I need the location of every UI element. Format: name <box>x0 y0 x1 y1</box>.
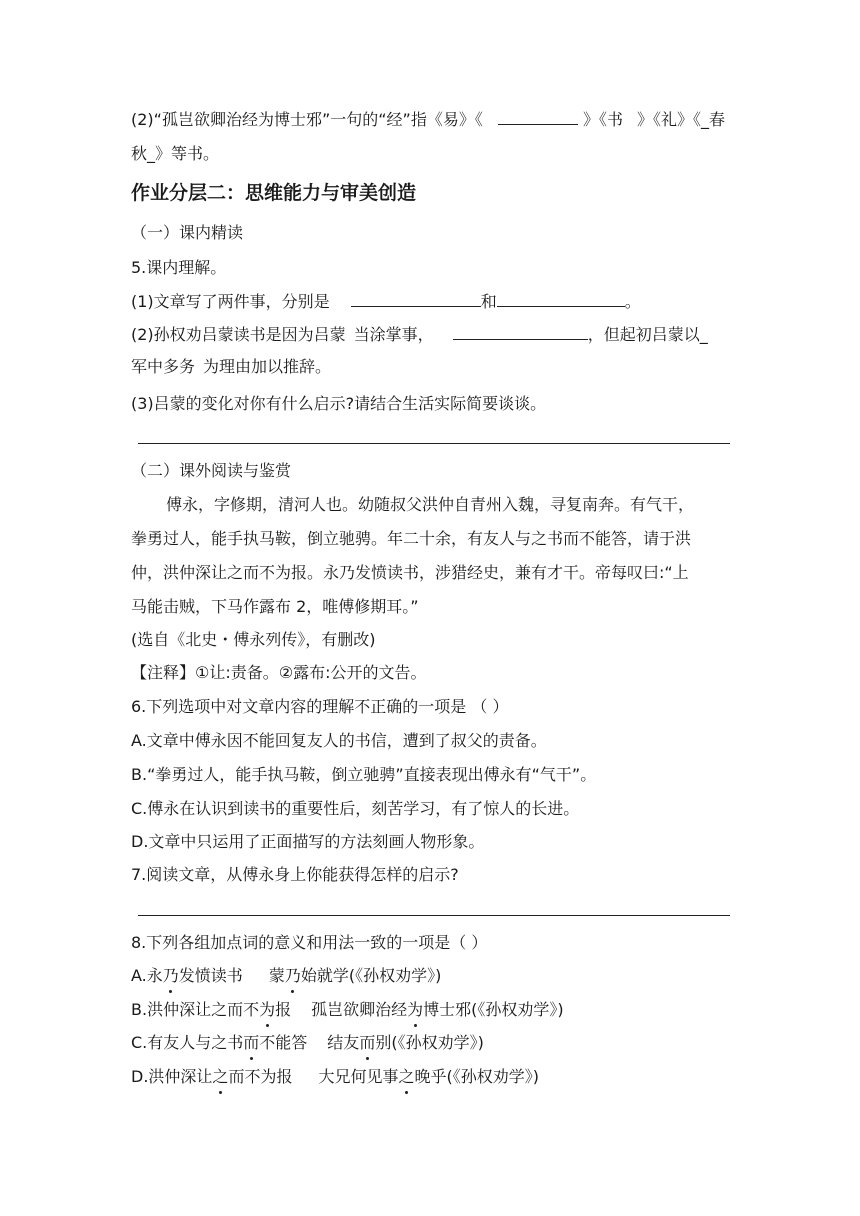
q8-d-text-4: 晚乎(《孙权劝学》) <box>414 1067 539 1086</box>
q8-d-dotted-2: 之 <box>398 1067 415 1086</box>
q5-sub1-blank1[interactable] <box>351 290 481 307</box>
q8-b-text-4: 博士邪(《孙权劝学》) <box>423 1000 564 1019</box>
passage-notes: 【注释】①让:责备。②露布:公开的文告。 <box>131 663 427 682</box>
q8-b-text-3: 孤岂欲卿治经 <box>311 1000 408 1019</box>
q5-label: 5.课内理解。 <box>131 258 227 277</box>
passage-source: (选自《北史・傅永列传》，有删改) <box>131 630 376 649</box>
q8-option-a[interactable] <box>131 965 441 987</box>
q8-b-text-2: 报 <box>275 1000 292 1019</box>
q8-a-dotted-2: 乃 <box>284 966 301 985</box>
part1-heading: （一）课内精读 <box>131 223 244 242</box>
q5-sub2-text-e: 为理由加以推辞。 <box>203 357 332 376</box>
q8-c-dotted-1: 而 <box>243 1033 260 1052</box>
q2-classics-line1 <box>131 108 725 131</box>
q8-option-b[interactable] <box>131 999 564 1021</box>
q8-a-dotted-1: 乃 <box>162 966 179 985</box>
q8-option-d[interactable] <box>131 1066 539 1088</box>
q6-option-b[interactable]: B.“拳勇过人，能手执马鞍，倒立驰骋”直接表现出傅永有“气干”。 <box>131 765 597 784</box>
q5-sub2 <box>131 323 708 346</box>
q8-d-dotted-1: 之 <box>212 1067 229 1086</box>
q8-c-dotted-2: 而 <box>359 1033 376 1052</box>
q8-c-text-4: 别(《孙权劝学》) <box>375 1033 484 1052</box>
q5-sub2-text-b: 当涂掌事， <box>353 325 434 344</box>
q8-a-text-4: 始就学(《孙权劝学》) <box>300 966 442 985</box>
q8-c-text-1: C.有友人与之书 <box>131 1033 244 1052</box>
q5-sub1 <box>131 290 641 313</box>
q5-sub2-text-d: 军中多务 <box>131 357 196 376</box>
q6-option-d[interactable]: D.文章中只运用了正面描写的方法刻画人物形象。 <box>131 832 485 851</box>
q2-classics-line2: 秋_》等书。 <box>131 144 220 163</box>
q2-text-b: 》《书 <box>583 110 624 129</box>
q6-stem: 6.下列选项中对文章内容的理解不正确的一项是 （ ） <box>131 697 509 716</box>
passage-line-3: 仲，洪仲深让之而不为报。永乃发愤读书，涉猎经史，兼有才干。帝每叹曰:“上 <box>131 563 689 582</box>
passage-line-2: 拳勇过人，能手执马鞍，倒立驰骋。年二十余，有友人与之书而不能答，请于洪 <box>131 529 692 548</box>
q8-option-c[interactable] <box>131 1032 484 1054</box>
q5-sub3: (3)吕蒙的变化对你有什么启示?请结合生活实际简要谈谈。 <box>131 394 547 413</box>
q8-a-text-3: 蒙 <box>268 966 285 985</box>
q2-text-c: 》《礼》《_春 <box>637 110 726 129</box>
passage-line-1: 傅永，字修期，清河人也。幼随叔父洪仲自青州入魏，寻复南奔。有气干， <box>166 495 695 514</box>
q8-c-text-2: 不能答 <box>259 1033 308 1052</box>
passage-line-4: 马能击贼，下马作露布 2，唯傅修期耳。” <box>131 597 419 616</box>
q2-blank[interactable] <box>498 108 578 125</box>
q5-sub2-text-c: ，但起初吕蒙以_ <box>587 325 708 344</box>
section2-title: 作业分层二：思维能力与审美创造 <box>131 182 417 204</box>
q5-sub1-end: 。 <box>624 292 641 311</box>
q5-sub2-blank[interactable] <box>453 323 588 340</box>
q5-sub1-blank2[interactable] <box>497 290 625 307</box>
q8-a-text-1: A.永 <box>131 966 163 985</box>
q6-option-a[interactable]: A.文章中傅永因不能回复友人的书信，遭到了叔父的责备。 <box>131 731 547 750</box>
q7-stem: 7.阅读文章，从傅永身上你能获得怎样的启示? <box>131 865 459 884</box>
q5-sub1-and: 和 <box>480 292 497 311</box>
q8-c-text-3: 结友 <box>327 1033 360 1052</box>
q8-a-text-2: 发愤读书 <box>178 966 243 985</box>
part2-heading: （二）课外阅读与鉴赏 <box>131 461 292 480</box>
q8-b-text-1: B.洪仲深让之而不 <box>131 1000 260 1019</box>
q5-sub1-text: (1)文章写了两件事，分别是 <box>131 292 330 311</box>
q5-answer-line[interactable] <box>138 443 730 444</box>
q8-d-text-1: D.洪仲深让 <box>131 1067 213 1086</box>
q6-option-c[interactable]: C.傅永在认识到读书的重要性后，刻苦学习，有了惊人的长进。 <box>131 799 580 818</box>
q5-sub2-line2 <box>131 356 331 378</box>
q8-d-text-3: 大兄何见事 <box>318 1067 399 1086</box>
q8-stem: 8.下列各组加点词的意义和用法一致的一项是（ ） <box>131 933 488 952</box>
q8-d-text-2: 而不为报 <box>228 1067 293 1086</box>
q8-b-dotted-1: 为 <box>259 1000 276 1019</box>
q5-sub2-text-a: (2)孙权劝吕蒙读书是因为吕蒙 <box>131 325 346 344</box>
q7-answer-line[interactable] <box>138 915 730 916</box>
q2-text-a: (2)“孤岂欲卿治经为博士邪”一句的“经”指《易》《 <box>131 110 483 129</box>
q8-b-dotted-2: 为 <box>407 1000 424 1019</box>
